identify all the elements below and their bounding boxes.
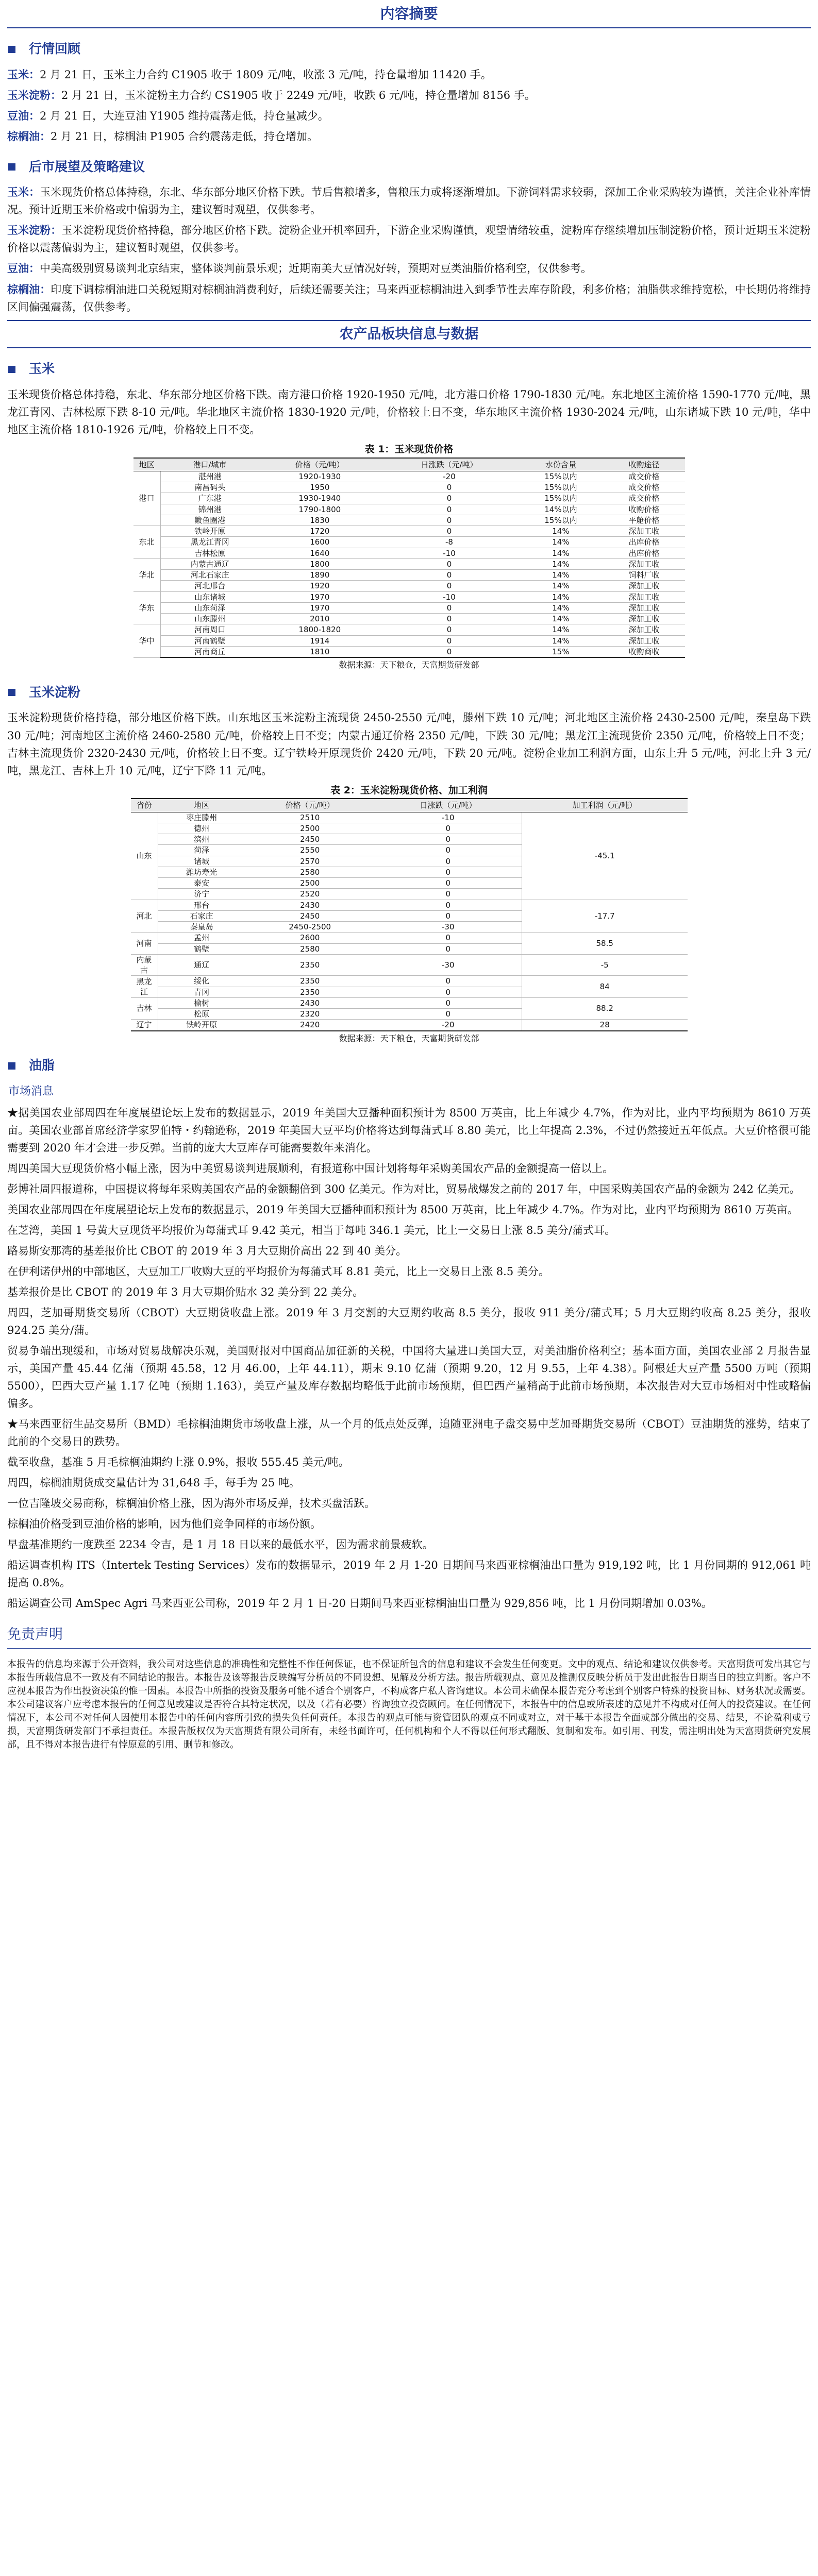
table-cell: 15%以内 [518,471,603,482]
outlook-item-text: 玉米现货价格总体持稳，东北、华东部分地区价格下跌。节后售粮增多，售粮压力或将逐渐增加。下游饲料需求较弱，深加工企业采购较为谨慎，关注企业补库情况。预计近期玉米价格或中偏弱为主，建议暂时观望，仅供参考。 [7,186,811,216]
square-bullet-icon [8,1062,15,1070]
table-cell: 2420 [245,1020,375,1031]
table-cell: 0 [375,910,522,921]
table-cell: 0 [375,878,522,889]
table-cell: 14% [518,614,603,624]
column-header: 日涨跌（元/吨） [380,458,519,471]
review-item-label: 玉米淀粉： [7,88,61,101]
outlook-item-label: 玉米： [7,185,40,199]
disclaimer-rule [7,1648,811,1649]
outlook-item-label: 棕榈油： [7,282,51,296]
table-cell: 2580 [245,943,375,954]
region-cell: 港口 [133,471,161,526]
oils-subheading: 市场消息 [8,1084,54,1098]
table-cell: -20 [375,1020,522,1031]
column-header: 地区 [133,458,161,471]
table-cell: 收购价格 [604,504,685,515]
corn-table-title: 表 1：玉米现货价格 [364,443,454,455]
table-cell: 2450 [245,910,375,921]
table-cell: 饲料厂收 [604,570,685,581]
table-cell: 1930-1940 [259,493,380,504]
table-cell: 0 [375,845,522,856]
table-cell: 泰安 [158,878,245,889]
region-cell: 东北 [133,526,161,559]
table-row [133,504,685,515]
title-rule [7,27,811,28]
table-cell: 1970 [259,602,380,613]
news-paragraph: 周四，棕榈油期货成交量估计为 31,648 手，每手为 25 吨。 [7,1476,300,1489]
review-item [7,128,811,145]
table-cell: 0 [380,635,519,646]
table-cell: 2580 [245,867,375,877]
table-cell: 石家庄 [158,910,245,921]
column-header: 加工利润（元/吨） [522,799,687,812]
table-cell: -20 [380,471,519,482]
profit-cell: -45.1 [522,812,687,900]
table-cell: 2350 [245,976,375,987]
table-cell: 河北石家庄 [160,570,259,581]
table-row [133,646,685,657]
outlook-list [7,183,811,315]
table-cell: 黑龙江青冈 [160,537,259,548]
table-cell: 深加工收 [604,614,685,624]
table-cell: 0 [380,504,519,515]
table-cell: 1800-1820 [259,624,380,635]
news-paragraph: 船运调查机构 ITS（Intertek Testing Services）发布的数据显示，2019 年 2 月 1-20 日期间马来西亚棕榈油出口量为 919,192 吨，比 1 月份同期的 912,061 吨提高 0.8%。 [7,1558,811,1589]
square-bullet-icon [8,163,15,171]
news-paragraph: 早盘基准期约一度跌至 2234 令吉，是 1 月 18 日以来的最低水平，因为需求前景疲软。 [7,1538,433,1551]
section-rule [7,347,811,348]
starch-table-title: 表 2：玉米淀粉现货价格、加工利润 [330,784,488,796]
table-cell: 深加工收 [604,581,685,591]
news-paragraph: 棕榈油价格受到豆油价格的影响，因为他们竞争同样的市场份额。 [7,1517,321,1530]
review-item-label: 玉米： [7,67,40,81]
table-row [133,482,685,493]
square-bullet-icon [8,46,15,53]
table-cell: 2500 [245,823,375,834]
table-cell: 15%以内 [518,493,603,504]
news-paragraph: 美国农业部周四在年度展望论坛上发布的数据显示，2019 年美国大豆播种面积预计为 8500 万英亩，比上年减少 4.7%。作为对比，业内平均预期为 8610 万英亩。 [7,1203,798,1216]
table-cell: 山东菏泽 [160,602,259,613]
table-cell: 1790-1800 [259,504,380,515]
review-heading: 行情回顾 [8,39,811,60]
table-cell: 邢台 [158,900,245,910]
table-cell: 2350 [245,954,375,976]
column-header: 日涨跌（元/吨） [375,799,522,812]
table-cell: -8 [380,537,519,548]
table-cell: 2430 [245,900,375,910]
table-cell: -10 [380,548,519,558]
region-cell: 华中 [133,624,161,657]
table-cell: 0 [375,933,522,943]
table-cell: 成交价格 [604,493,685,504]
table-cell: 1640 [259,548,380,558]
table-cell: 14% [518,548,603,558]
province-cell: 河北 [131,900,158,933]
table-cell: 1830 [259,515,380,526]
table-cell: 吉林松原 [160,548,259,558]
table-cell: 通辽 [158,954,245,976]
outlook-item-text: 中美高级别贸易谈判北京结束，整体谈判前景乐观；近期南美大豆情况好转，预期对豆类油脂价格利空，仅供参考。 [40,262,592,275]
table-cell: 1720 [259,526,380,537]
province-cell: 内蒙古 [131,954,158,976]
table-cell: 0 [380,515,519,526]
starch-intro: 玉米淀粉现货价格持稳，部分地区价格下跌。山东地区玉米淀粉主流现货 2450-2550 元/吨，滕州下跌 10 元/吨；河北地区主流价格 2430-2500 元/吨，秦皇岛下跌 30 元/吨；河南地区主流价格 2460-2580 元/吨，价格较上日不变；内蒙古通辽价格 2350 元/吨，下跌 30 元/吨；黑龙江主流现货价 2350 元/吨，价格较上日不变；吉林主流现货价 2320-2430 元/吨，价格较上日不变。辽宁铁岭开原现货价 2420 元/吨，下跌 20 元/吨。淀粉企业加工利润方面，山东上升 5 元/吨，河北上升 3 元/吨，黑龙江、吉林上升 10 元/吨，辽宁下降 11 元/吨。 [7,711,811,777]
table-cell: 0 [375,997,522,1008]
review-item-text: 2 月 21 日，棕榈油 P1905 合约震荡走低，持仓增加。 [51,130,319,143]
table-cell: 成交价格 [604,471,685,482]
table-cell: 菏泽 [158,845,245,856]
table-cell: 锦州港 [160,504,259,515]
table-cell: 0 [380,482,519,493]
table-row [133,558,685,569]
table-cell: 1920-1930 [259,471,380,482]
table-cell: 深加工收 [604,591,685,602]
disclaimer-text: 本报告的信息均来源于公开资料，我公司对这些信息的准确性和完整性不作任何保证，也不保证所包含的信息和建议不会发生任何变更。文中的观点、结论和建议仅供参考。天富期货可发出其它与本报告所载信息不一致及有不同结论的报告。本报告及该等报告反映编写分析员的不同设想、见解及分析方法。报告所载观点、意见及推测仅反映分析员于发出此报告日期当日的独立判断。客户不应视本报告为作出投资决策的惟一因素。本报告中所指的投资及服务可能不适合个别客户，不构成客户私人咨询建议。本公司未确保本报告充分考虑到个别客户特殊的投资目标、财务状况或需要。本公司建议客户应考虑本报告的任何意见或建议是否符合其特定状况，以及（若有必要）咨询独立投资顾问。在任何情况下，本报告中的信息或所表述的意见并不构成对任何人的投资建议。在任何情况下，本公司不对任何人因使用本报告中的任何内容所引致的损失负任何责任。本报告的观点可能与资管团队的观点不同或对立，对于基于本报告全面或部分做出的交易、结果，不论盈利或亏损，天富期货研发部门不承担责任。本报告版权仅为天富期货有限公司所有，未经书面许可，任何机构和个人不得以任何形式翻版、复制和发布。如引用、刊发，需注明出处为天富期货研究发展部，且不得对本报告进行有悖原意的引用、删节和修改。 [7,1658,811,1751]
table-cell: 2010 [259,614,380,624]
table-row [133,635,685,646]
review-item-text: 2 月 21 日，玉米主力合约 C1905 收于 1809 元/吨，收涨 3 元/吨，持仓量增加 11420 手。 [40,68,492,81]
table-cell: 出库价格 [604,548,685,558]
review-item-text: 2 月 21 日，玉米淀粉主力合约 CS1905 收于 2249 元/吨，收跌 6 元/吨，持仓量增加 8156 手。 [61,89,536,101]
table-cell: 山东滕州 [160,614,259,624]
outlook-item-text: 印度下调棕榈油进口关税短期对棕榈油消费利好，后续还需要关注；马来西亚棕榈油进入到季节性去库存阶段，利多价格；油脂供求维持宽松，中长期仍将维持区间偏强震荡，仅供参考。 [7,283,811,313]
table-cell: 2430 [245,997,375,1008]
review-item-label: 豆油： [7,109,40,122]
table-cell: 14% [518,624,603,635]
oils-news-list [7,1104,811,1612]
table-row [133,493,685,504]
table-cell: 松原 [158,1009,245,1020]
table-row [133,526,685,537]
table-cell: 14% [518,537,603,548]
table-cell: 滨州 [158,834,245,845]
disclaimer-heading: 免责声明 [7,1626,63,1642]
table-header-row [131,799,688,812]
column-header: 港口/城市 [160,458,259,471]
table-cell: 0 [375,867,522,877]
table-cell: 14% [518,558,603,569]
table-cell: 内蒙古通辽 [160,558,259,569]
table-cell: 深加工收 [604,558,685,569]
corn-price-table [133,457,685,658]
column-header: 价格（元/吨） [259,458,380,471]
table-cell: 德州 [158,823,245,834]
table-row [133,570,685,581]
table-cell: 0 [375,889,522,900]
table-cell: 1914 [259,635,380,646]
table-cell: 0 [380,526,519,537]
profit-cell: -5 [522,954,687,976]
outlook-item [7,260,811,277]
table-cell: 济宁 [158,889,245,900]
outlook-item [7,222,811,257]
column-header: 地区 [158,799,245,812]
table-row [133,591,685,602]
table-row [133,471,685,482]
review-item-label: 棕榈油： [7,129,51,143]
table-cell: 鲅鱼圈港 [160,515,259,526]
table-cell: 2550 [245,845,375,856]
outlook-item [7,183,811,218]
table-row [131,976,688,987]
news-paragraph: 船运调查公司 AmSpec Agri 马来西亚公司称，2019 年 2 月 1 日-20 日期间马来西亚棕榈油出口量为 929,856 吨，比 1 月份同期增加 0.03%。 [7,1597,712,1609]
table-row [131,900,688,910]
outlook-item [7,281,811,316]
table-cell: 0 [380,646,519,657]
profit-cell: 84 [522,976,687,998]
outlook-item-label: 玉米淀粉： [7,224,62,237]
table-cell: -10 [375,812,522,823]
news-paragraph: 在伊利诺伊州的中部地区，大豆加工厂收购大豆的平均报价为每蒲式耳 8.81 美元，比上一交易日上涨 8.5 美分。 [7,1265,549,1278]
oils-heading: 油脂 [8,1055,811,1076]
table-cell: 14% [518,526,603,537]
corn-heading: 玉米 [8,359,811,380]
table-cell: 深加工收 [604,624,685,635]
table-cell: 0 [375,856,522,867]
table-cell: 0 [380,624,519,635]
review-item-text: 2 月 21 日，大连豆油 Y1905 维持震荡走低，持仓量减少。 [40,109,329,122]
column-header: 省份 [131,799,158,812]
table-row [133,537,685,548]
table-cell: 14% [518,591,603,602]
table-cell: 湛州港 [160,471,259,482]
table-row [133,515,685,526]
table-cell: 0 [375,976,522,987]
table-cell: 青冈 [158,987,245,997]
column-header: 水份含量 [518,458,603,471]
table-cell: 14% [518,581,603,591]
table-cell: 1950 [259,482,380,493]
table-cell: 14% [518,570,603,581]
table-cell: 0 [380,602,519,613]
starch-price-table [131,798,688,1031]
table-cell: 1890 [259,570,380,581]
news-paragraph: 基差报价是比 CBOT 的 2019 年 3 月大豆期价贴水 32 美分到 22 美分。 [7,1285,364,1298]
table-cell: 0 [380,570,519,581]
table-cell: 0 [375,900,522,910]
table-cell: 潍坊寿光 [158,867,245,877]
table-cell: 15%以内 [518,515,603,526]
table-cell: 2450-2500 [245,922,375,933]
table-cell: -10 [380,591,519,602]
table-cell: 河南周口 [160,624,259,635]
news-paragraph: 贸易争端出现缓和，市场对贸易战解决乐观，美国财报对中国商品加征新的关税，中国将大量进口美国大豆，对美油脂价格利空；基本面方面，美国农业部 2 月报告显示，美国产量 45.44 亿蒲（预期 45.58，12 月 46.00，上年 44.11），期末 9.10 亿蒲（预期 9.20，12 月 9.55，上年 4.38）。阿根廷大豆产量 5500 万吨（预期 5500），巴西大豆产量 1.17 亿吨（预期 1.163），美豆产量及库存数据均略低于此前市场预期，但巴西产量稍高于此前市场预期，本次报告对大豆市场相对中性或略偏偏多。 [7,1344,811,1410]
table-cell: 山东诸城 [160,591,259,602]
review-item [7,66,811,83]
table-cell: 1600 [259,537,380,548]
table-header-row [133,458,685,471]
table-cell: 14% [518,635,603,646]
outlook-heading: 后市展望及策略建议 [8,157,811,178]
table-cell: 出库价格 [604,537,685,548]
table-cell: 1970 [259,591,380,602]
table-cell: 15% [518,646,603,657]
table-cell: 0 [375,1009,522,1020]
table-cell: 广东港 [160,493,259,504]
table-cell: 2520 [245,889,375,900]
table-cell: 河北邢台 [160,581,259,591]
news-paragraph: 周四美国大豆现货价格小幅上涨，因为中美贸易谈判进展顺利，有报道称中国计划将每年采购美国农产品的金额提高一倍以上。 [7,1162,613,1175]
corn-table-source: 数据来源：天下粮仓，天富期货研发部 [339,660,479,670]
table-cell: 深加工收 [604,602,685,613]
table-row [133,581,685,591]
table-cell: 0 [380,614,519,624]
table-cell: 2510 [245,812,375,823]
column-header: 价格（元/吨） [245,799,375,812]
table-cell: 铁岭开原 [158,1020,245,1031]
profit-cell: 58.5 [522,933,687,955]
square-bullet-icon [8,689,15,696]
table-cell: 2350 [245,987,375,997]
news-paragraph: 在芝湾，美国 1 号黄大豆现货平均报价为每蒲式耳 9.42 美元，相当于每吨 346.1 美元，比上一交易日上涨 8.5 美分/蒲式耳。 [7,1224,616,1236]
profit-cell: -17.7 [522,900,687,933]
section-rule [7,320,811,321]
table-row [133,548,685,558]
profit-cell: 88.2 [522,997,687,1020]
table-cell: 15%以内 [518,482,603,493]
news-paragraph: 截至收盘，基准 5 月毛棕榈油期约上涨 0.9%，报收 555.45 美元/吨。 [7,1455,349,1468]
table-row [131,1020,688,1031]
table-row [133,602,685,613]
table-cell: 0 [380,581,519,591]
table-cell: 深加工收 [604,526,685,537]
news-paragraph: 一位吉隆坡交易商称，棕榈油价格上涨，因为海外市场反弹，技术买盘活跃。 [7,1497,375,1510]
province-cell: 黑龙江 [131,976,158,998]
table-row [133,614,685,624]
table-cell: 1810 [259,646,380,657]
sector-heading: 农产品板块信息与数据 [339,326,479,342]
outlook-item-label: 豆油： [7,262,40,275]
review-list [7,66,811,145]
table-cell: 1800 [259,558,380,569]
table-cell: 2450 [245,834,375,845]
table-cell: 榆树 [158,997,245,1008]
region-cell: 华东 [133,591,161,624]
table-cell: 孟州 [158,933,245,943]
table-cell: 1920 [259,581,380,591]
starch-heading: 玉米淀粉 [8,682,811,703]
table-cell: 0 [375,823,522,834]
table-cell: 14% [518,602,603,613]
review-item [7,107,811,125]
table-cell: 0 [380,493,519,504]
news-paragraph: 路易斯安那湾的基差报价比 CBOT 的 2019 年 3 月大豆期价高出 22 到 40 美分。 [7,1244,407,1257]
table-cell: 河南鹤壁 [160,635,259,646]
square-bullet-icon [8,366,15,373]
table-cell: 2320 [245,1009,375,1020]
table-cell: 枣庄滕州 [158,812,245,823]
province-cell: 山东 [131,812,158,900]
table-cell: -30 [375,922,522,933]
table-cell: 0 [375,987,522,997]
table-cell: 成交价格 [604,482,685,493]
outlook-item-text: 玉米淀粉现货价格持稳，部分地区价格下跌。淀粉企业开机率回升，下游企业采购谨慎，观望情绪较重，淀粉库存继续增加压制淀粉价格，预计近期玉米淀粉价格以震荡偏弱为主，建议暂时观望，仅供参考。 [7,224,811,255]
table-cell: 南昌码头 [160,482,259,493]
province-cell: 吉林 [131,997,158,1020]
table-cell: 14%以内 [518,504,603,515]
table-cell: 鹤壁 [158,943,245,954]
table-cell: 0 [375,943,522,954]
region-cell: 华北 [133,558,161,591]
table-row [133,624,685,635]
column-header: 收购途径 [604,458,685,471]
corn-intro: 玉米现货价格总体持稳，东北、华东部分地区价格下跌。南方港口价格 1920-1950 元/吨，北方港口价格 1790-1830 元/吨。东北地区主流价格 1590-1770 元/吨，黑龙江青冈、吉林松原下跌 8-10 元/吨。华北地区主流价格 1830-1920 元/吨，价格较上日不变，华东地区主流价格 1930-2024 元/吨，山东诸城下跌 10 元/吨，华中地区主流价格 1810-1926 元/吨，价格较上日不变。 [7,388,811,436]
table-cell: 收购商收 [604,646,685,657]
starch-table-source: 数据来源：天下粮仓，天富期货研发部 [339,1033,479,1043]
news-paragraph: ★马来西亚衍生品交易所（BMD）毛棕榈油期货市场收盘上涨，从一个月的低点处反弹，追随亚洲电子盘交易中芝加哥期货交易所（CBOT）豆油期货的涨势，结束了此前的个交易日的跌势。 [7,1417,811,1448]
province-cell: 河南 [131,933,158,955]
summary-title: 内容摘要 [380,5,438,22]
table-row [131,997,688,1008]
province-cell: 辽宁 [131,1020,158,1031]
review-item [7,87,811,104]
table-row [131,812,688,823]
table-cell: 绥化 [158,976,245,987]
table-row [131,954,688,976]
table-cell: 2600 [245,933,375,943]
table-cell: 2570 [245,856,375,867]
table-cell: 铁岭开原 [160,526,259,537]
profit-cell: 28 [522,1020,687,1031]
table-cell: 0 [380,558,519,569]
table-cell: 2500 [245,878,375,889]
news-paragraph: 彭博社周四报道称，中国提议将每年采购美国农产品的金额翻倍到 300 亿美元。作为对比，贸易战爆发之前的 2017 年，中国采购美国农产品的金额为 242 亿美元。 [7,1182,800,1195]
table-cell: 0 [375,834,522,845]
table-cell: 深加工收 [604,635,685,646]
table-cell: 诸城 [158,856,245,867]
table-cell: 秦皇岛 [158,922,245,933]
table-cell: -30 [375,954,522,976]
table-cell: 河南商丘 [160,646,259,657]
news-paragraph: 周四，芝加哥期货交易所（CBOT）大豆期货收盘上涨。2019 年 3 月交割的大豆期约收高 8.5 美分，报收 911 美分/蒲式耳；5 月大豆期约收高 8.25 美分，报收 924.25 美分/蒲。 [7,1306,811,1336]
table-cell: 平舱价格 [604,515,685,526]
table-row [131,933,688,943]
news-paragraph: ★据美国农业部周四在年度展望论坛上发布的数据显示，2019 年美国大豆播种面积预计为 8500 万英亩，比上年减少 4.7%，作为对比，业内平均预期为 8610 万英亩。美国农业部首席经济学家罗伯特・约翰逊称，2019 年美国大豆平均价格将达到每蒲式耳 8.80 美元，比上年提高 2.3%，不过仍然接近五年低点。大豆价格很可能需要到 2020 年才会进一步反弹。当前的庞大大豆库存可能需要数年来消化。 [7,1106,811,1154]
